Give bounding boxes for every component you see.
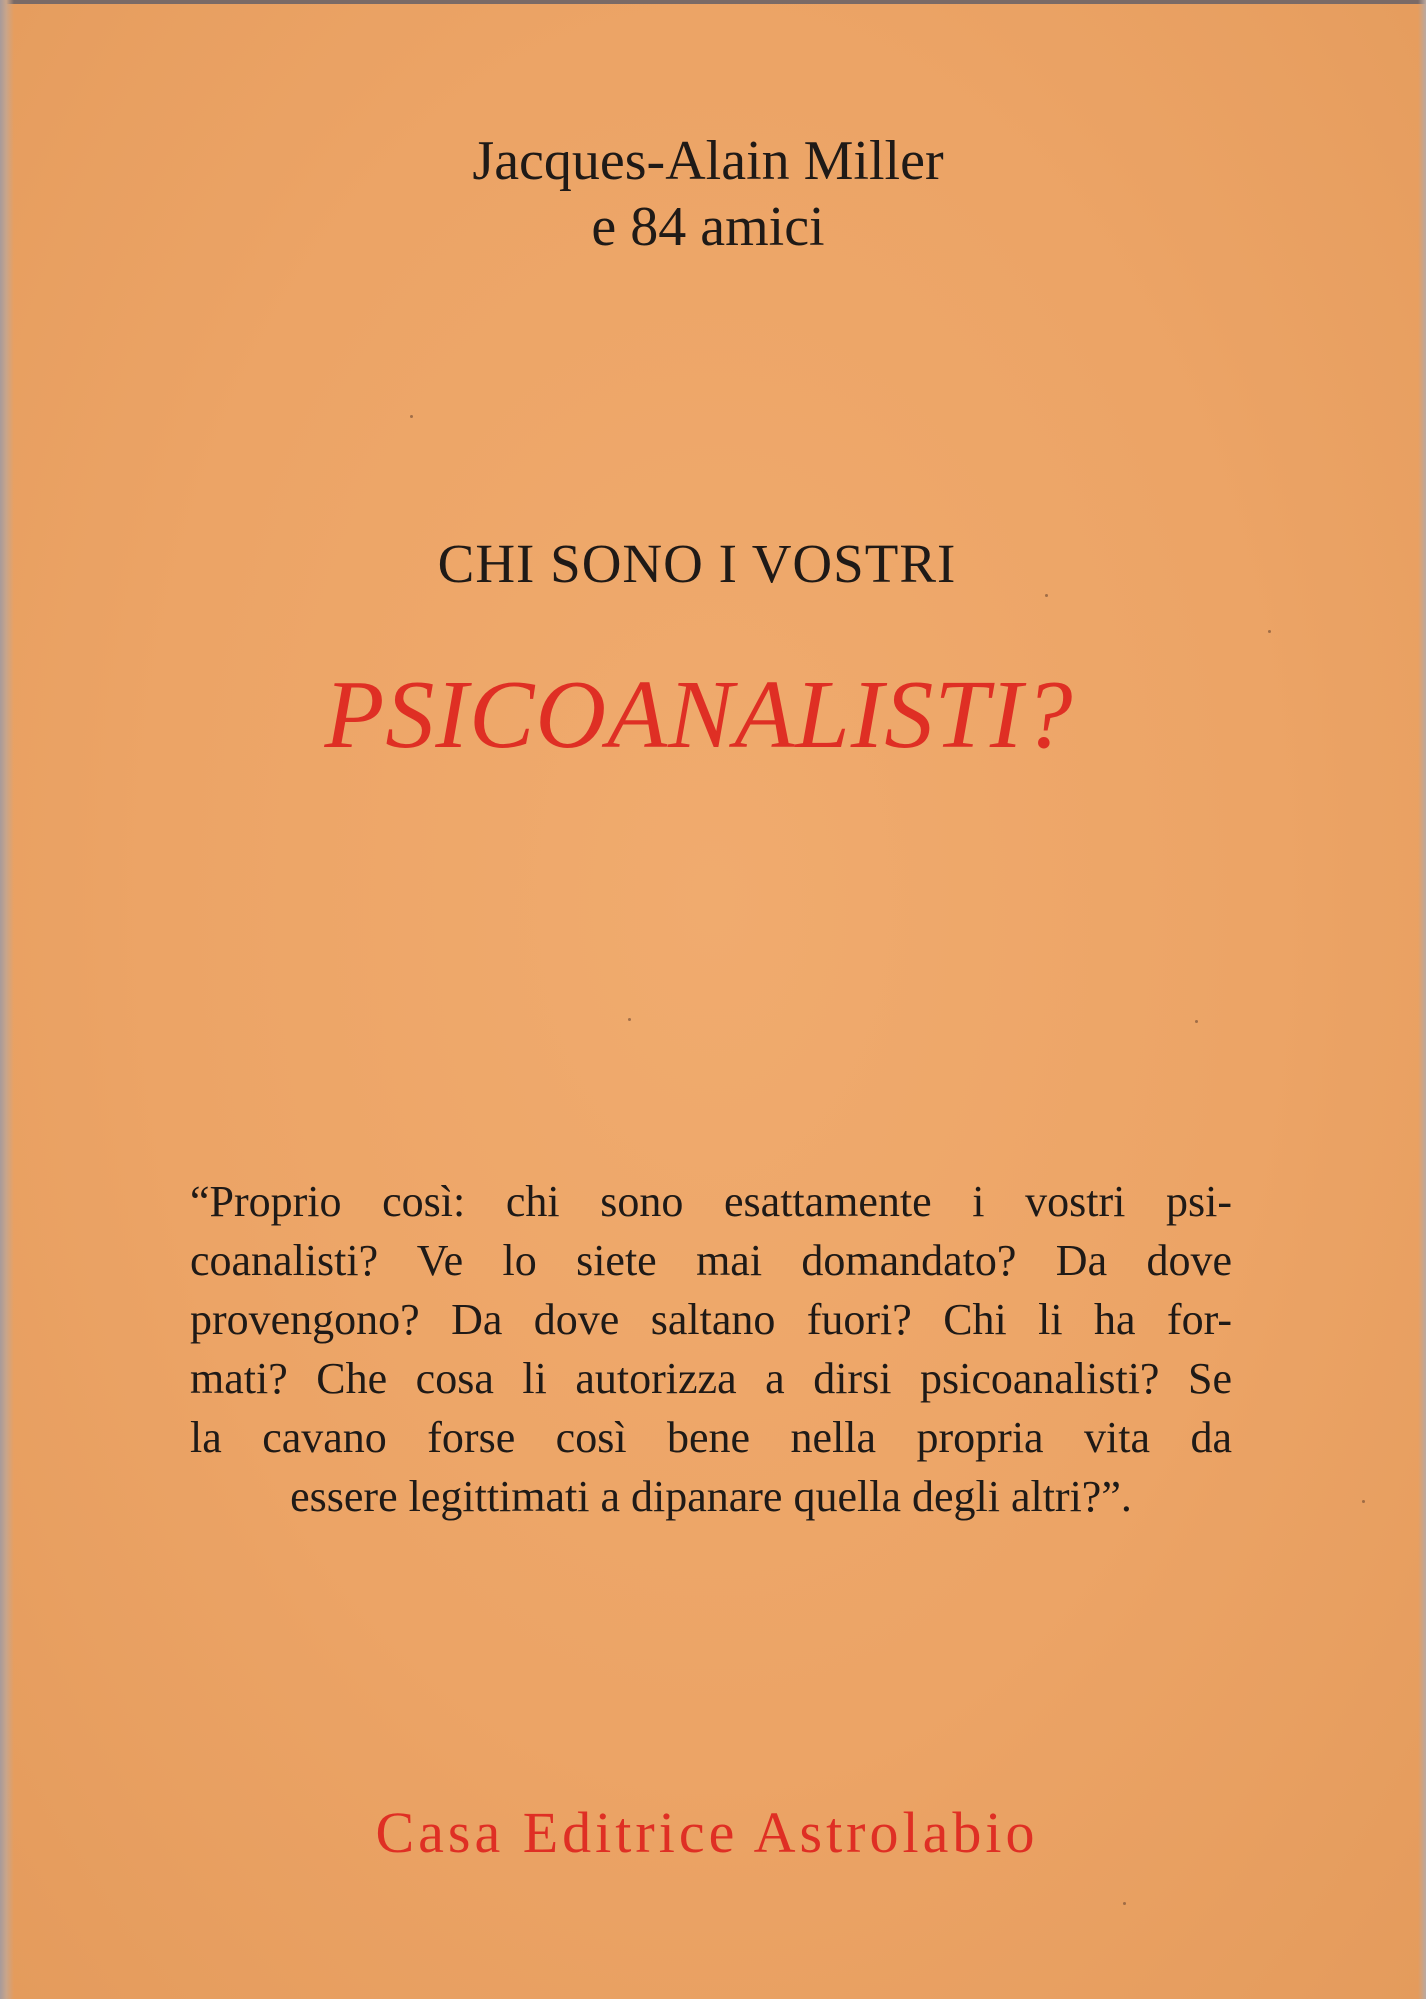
paper-speck	[1123, 1902, 1126, 1905]
paper-speck	[1045, 594, 1048, 597]
book-title: PSICOANALISTI?	[324, 661, 1074, 769]
author-block	[0, 128, 1426, 260]
paper-speck	[628, 1018, 631, 1021]
paper-speck	[410, 415, 413, 418]
quote-line: essere legittimati a dipanare quella degli altri?”.	[290, 1472, 1132, 1521]
publisher-name: Casa Editrice Astrolabio	[375, 1800, 1039, 1865]
cover-left-edge	[0, 0, 14, 1999]
author-coauthors: e 84 amici	[591, 196, 825, 258]
cover-right-edge	[1418, 0, 1426, 1999]
paper-speck	[1195, 1020, 1198, 1023]
quote-line: la cavano forse così bene nella propria vita da	[190, 1413, 1232, 1462]
quote-line: “Proprio così: chi sono esattamente i vostri psi-	[190, 1177, 1232, 1226]
paper-speck	[1268, 630, 1271, 633]
paper-speck	[1362, 1500, 1365, 1503]
cover-top-edge	[0, 0, 1426, 4]
quote-line: mati? Che cosa li autorizza a dirsi psicoanalisti? Se	[190, 1354, 1232, 1403]
quote-line: coanalisti? Ve lo siete mai domandato? Da dove	[190, 1236, 1232, 1285]
quote-line: provengono? Da dove saltano fuori? Chi li ha for-	[190, 1295, 1232, 1344]
author-name: Jacques-Alain Miller	[472, 130, 944, 192]
back-quote	[190, 1172, 1232, 1526]
supertitle: CHI SONO I VOSTRI	[437, 533, 957, 594]
